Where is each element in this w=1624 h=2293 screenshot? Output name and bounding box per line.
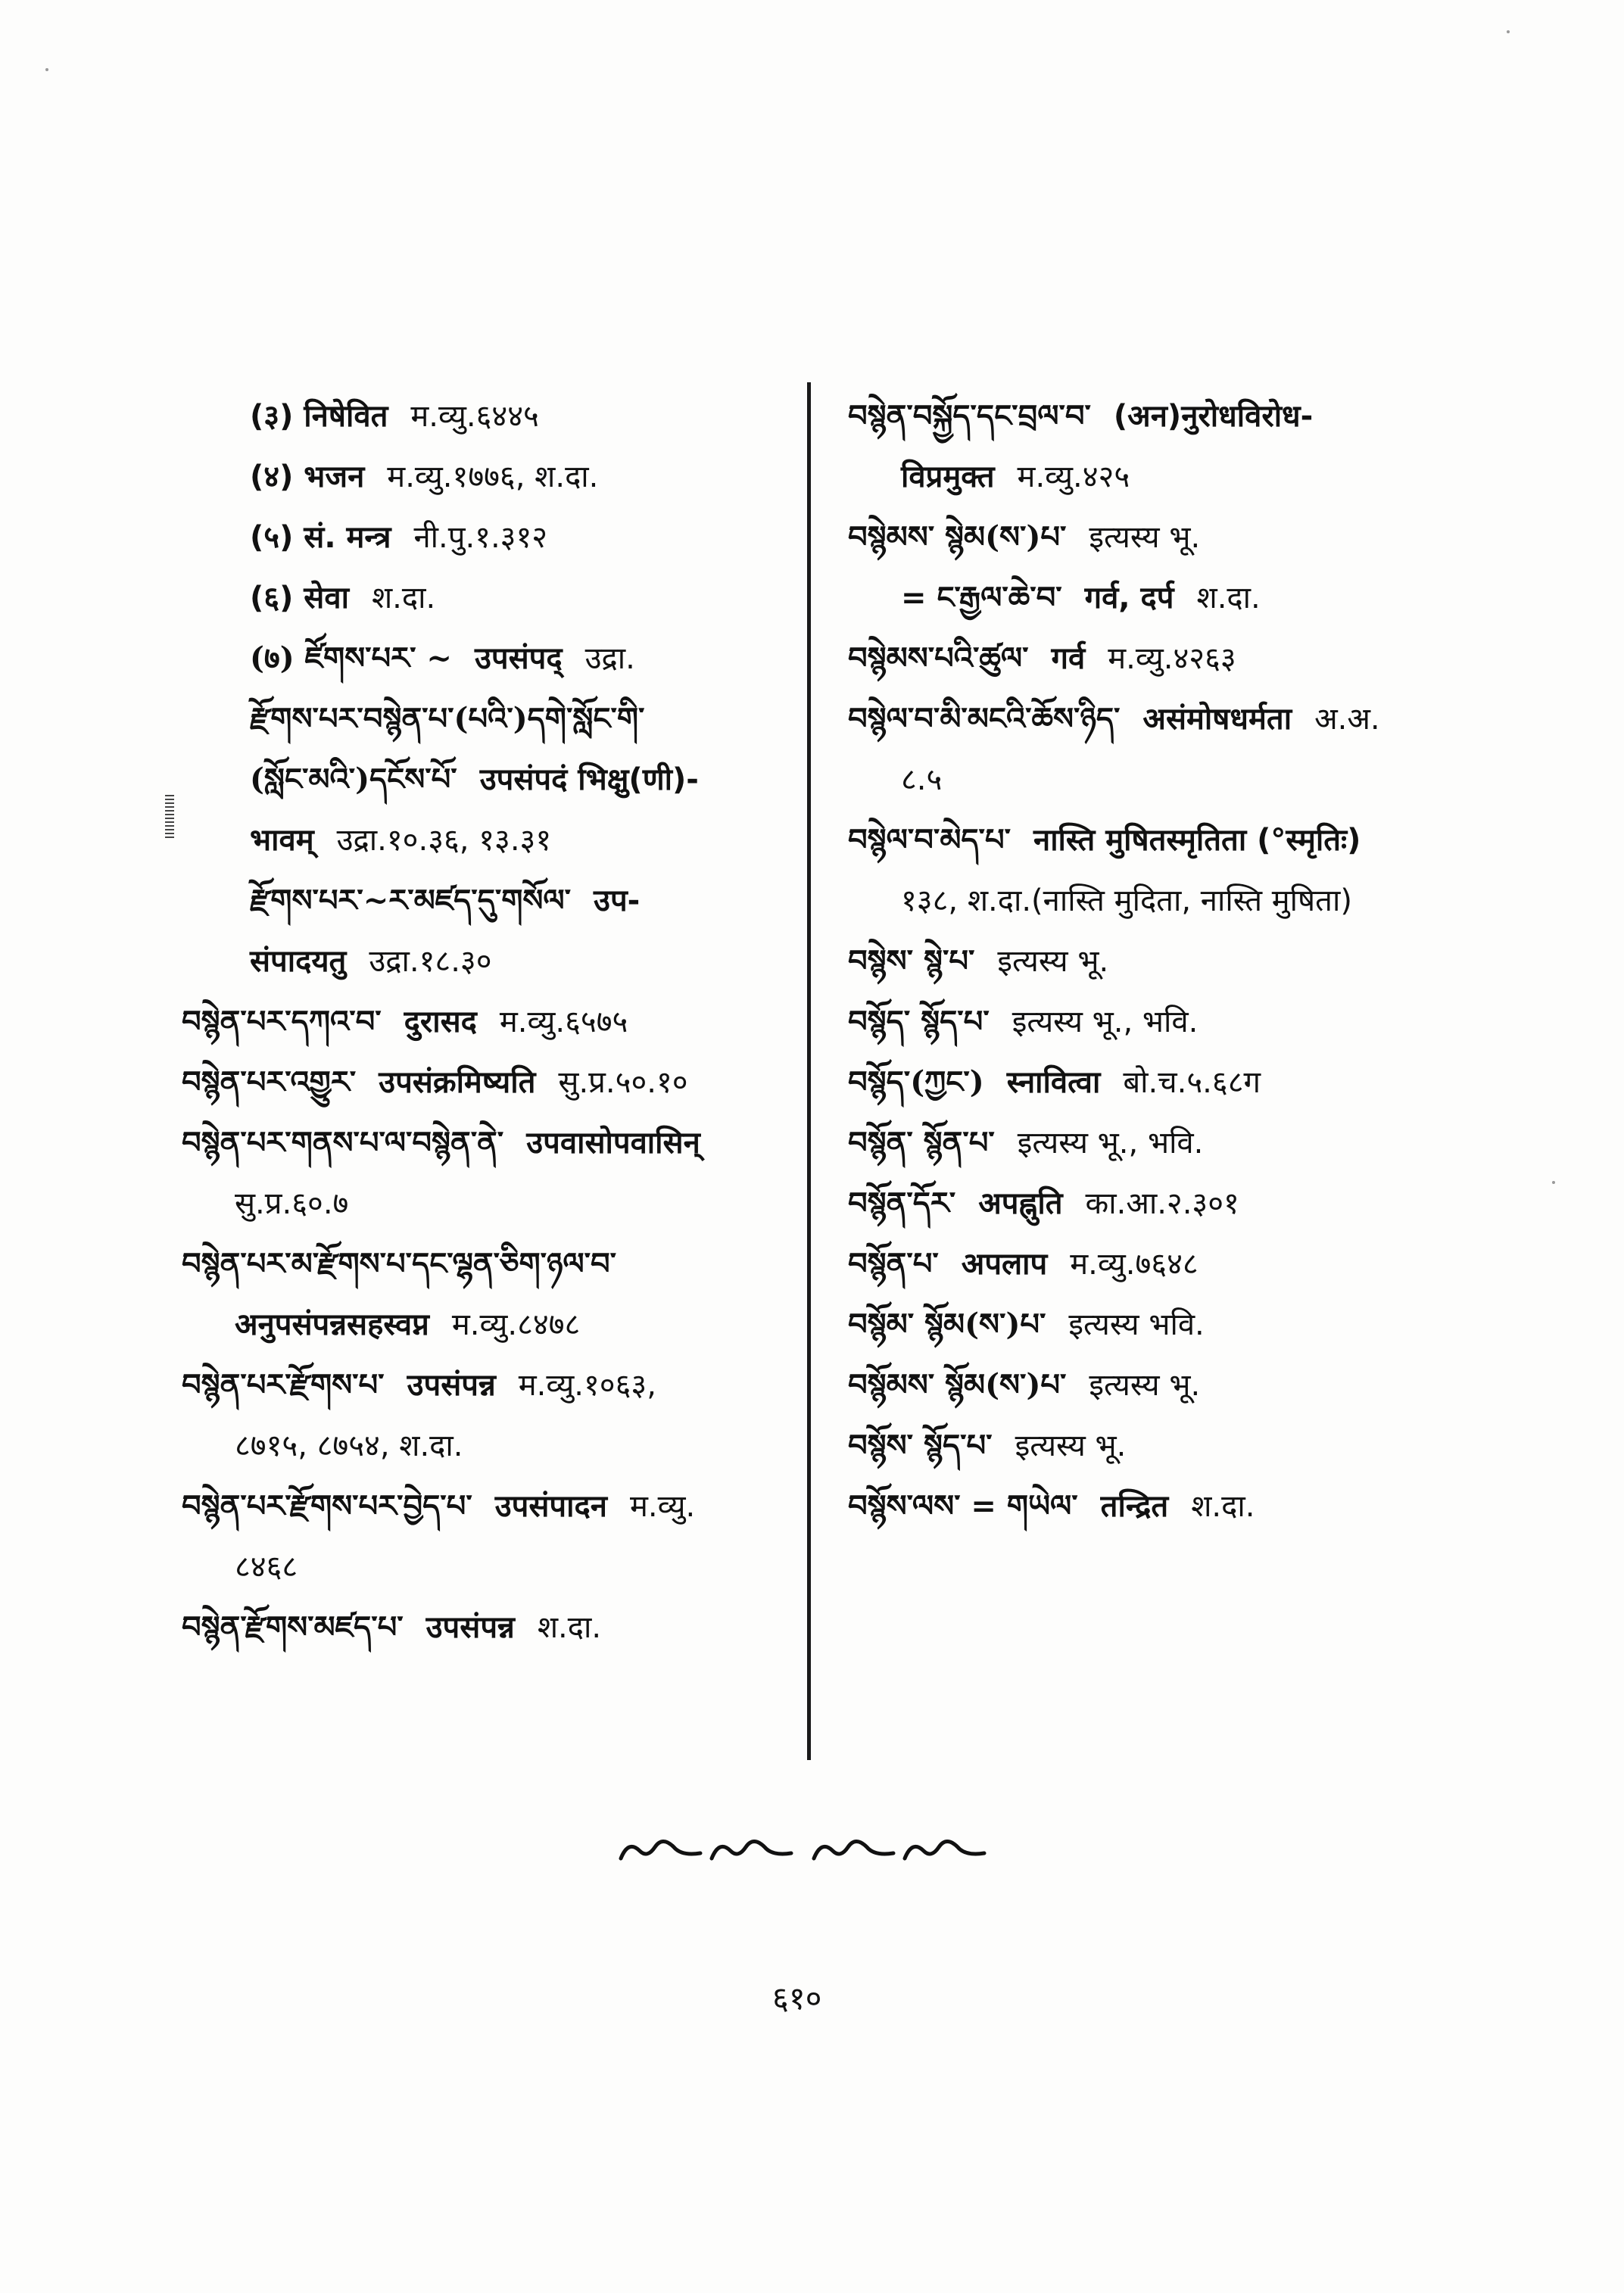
dictionary-entry-line [848,1416,1469,1476]
source-reference: अ.अ. [1314,702,1380,737]
source-reference: श.दा. [1196,581,1261,615]
dictionary-entry-line [848,992,1469,1052]
source-reference: इत्यस्य भू., भवि. [1011,1005,1199,1039]
sanskrit-equivalent: अपह्नुति [978,1186,1063,1221]
dictionary-entry-line [182,749,787,810]
page-number: ६१० [772,1980,822,2017]
tibetan-headword: བསྙོན་དོར་ [848,1185,956,1221]
scan-speck [1552,1181,1555,1184]
source-reference: म.व्यु.७६४८ [1070,1247,1199,1282]
source-reference: सु.प्र.६०.७ [235,1186,349,1221]
source-reference: ८.५ [901,762,943,797]
scan-speck [1507,30,1510,33]
sanskrit-equivalent: अनुपसंपन्नसहस्वप्न [235,1307,429,1342]
sanskrit-equivalent: उपसंक्रमिष्यति [379,1065,536,1100]
source-reference: म.व्यु.६५७५ [499,1005,628,1039]
source-reference: म.व्यु. [629,1489,696,1524]
sanskrit-equivalent: उप- [594,883,641,918]
tibetan-headword: བསྙེན་པར་འགྱུར་ [182,1064,357,1100]
tibetan-headword: བསྙོན་པ་ [848,1246,939,1282]
tibetan-headword: བསྙོན་ སྙོན་པ་ [848,1125,995,1161]
source-reference: का.आ.२.३०१ [1085,1186,1239,1221]
tibetan-headword: (७) ཛོགས་པར་ ~ [250,640,452,676]
dictionary-entry-line [848,1113,1469,1173]
tibetan-headword: བསྙེན་རྫོགས་མཛད་པ་ [182,1609,404,1645]
dictionary-entry-line [182,810,787,871]
tibetan-headword: བསྙོམ་ སྙོམ(ས་)པ་ [848,1307,1046,1342]
dictionary-entry-line [182,992,787,1052]
scan-speck [45,68,48,71]
source-reference: सु.प्र.५०.१० [558,1065,688,1100]
tibetan-headword: བསྙེམས་པའི་ཚུལ་ [848,640,1029,676]
source-reference: उद्रा.१८.३० [369,944,492,979]
tibetan-headword: བསྙེན་པར་རྫོགས་པར་བྱེད་པ་ [182,1488,472,1524]
sanskrit-equivalent: (३) निषेवित [250,399,388,434]
dictionary-entry-line [182,628,787,689]
dictionary-entry-line [182,1537,787,1597]
source-reference: उद्रा. [584,641,635,676]
source-reference: इत्यस्य भू., भवि. [1017,1126,1204,1161]
source-reference: १३८, श.दा.(नास्ति मुदिता, नास्ति मुषिता) [901,883,1352,918]
source-reference: म.व्यु.६४४५ [410,399,539,434]
dictionary-entry-line [848,568,1469,628]
tibetan-headword: བསྙོས་ སྙོད་པ་ [848,1428,993,1463]
sanskrit-equivalent: उपवासोपवासिन् [526,1126,700,1161]
sanskrit-equivalent: (अन)नुरोधविरोध- [1113,399,1314,434]
sanskrit-equivalent: गर्व [1051,641,1086,676]
dictionary-entry-line [848,810,1469,871]
sanskrit-equivalent: स्नावित्वा [1006,1065,1101,1100]
source-reference: ८४६८ [235,1550,298,1584]
tibetan-headword: བསྙེན་པར་གནས་པ་ལ་བསྙེན་ནེ་ [182,1125,504,1161]
dictionary-entry-line [182,1173,787,1234]
tibetan-headword: རྫོགས་པར་~ར་མཛད་དུ་གསོལ་ [250,883,572,918]
source-reference: म.व्यु.१०६३, [518,1368,656,1403]
sanskrit-equivalent: भावम् [250,823,314,858]
tibetan-headword: བསྙེན་བསྐྱོད་དང་བྲལ་བ་ [848,398,1091,434]
dictionary-entry-line [182,1416,787,1476]
sanskrit-equivalent: तन्द्रित [1100,1489,1169,1524]
dictionary-entry-line [848,1173,1469,1234]
tibetan-headword: བསྙེན་པར་དཀའ་བ་ [182,1004,382,1039]
sanskrit-equivalent: उपसंपदं भिक्षु(णी)- [479,762,699,797]
dictionary-entry-line [848,1294,1469,1355]
dictionary-entry-line [182,1113,787,1173]
sanskrit-equivalent: उपसंपादन [494,1489,607,1524]
dictionary-entry-line [182,689,787,749]
source-reference: म.व्यु.८४७८ [451,1307,581,1342]
dictionary-entry-line [182,1597,787,1658]
dictionary-entry-line [848,1052,1469,1113]
left-column [182,386,787,1658]
tibetan-headword: བསྙོད་ སྙོད་པ་ [848,1004,990,1039]
sanskrit-equivalent: (६) सेवा [250,581,349,615]
column-divider [807,382,811,1760]
dictionary-entry-line [848,749,1469,810]
sanskrit-equivalent: गर्व, दर्प [1084,581,1174,615]
tibetan-headword: བསྙེས་ སྙེ་པ་ [848,943,975,979]
tibetan-headword: བསྙེལ་བ་མི་མངའི་ཆོས་ཉིད་ [848,701,1121,737]
source-reference: इत्यस्य भवि. [1068,1307,1205,1342]
source-reference: ८७१५, ८७५४, श.दा. [235,1428,463,1463]
source-reference: म.व्यु.१७७६, श.दा. [387,460,599,494]
sanskrit-equivalent: अपलाप [961,1247,1048,1282]
source-reference: श.दा. [537,1610,602,1645]
tibetan-headword: བསྙེམས་ སྙེམ(ས་)པ་ [848,519,1067,555]
dictionary-entry-line [848,1355,1469,1416]
dictionary-entry-line [848,628,1469,689]
dictionary-entry-line [848,447,1469,507]
sanskrit-equivalent: (४) भजन [250,460,365,494]
dictionary-entry-line [182,1052,787,1113]
sanskrit-equivalent: उपसंपद् [474,641,563,676]
source-reference: म.व्यु.४२६३ [1108,641,1236,676]
dictionary-entry-line [182,386,787,447]
tibetan-headword: བསྙེལ་བ་མེད་པ་ [848,822,1011,858]
dictionary-entry-line [182,1294,787,1355]
margin-mark [165,795,174,840]
source-reference: इत्यस्य भू. [1089,1368,1201,1403]
sanskrit-equivalent: संपादयतु [250,944,347,979]
tibetan-headword: བསྙོམས་ སྙོམ(ས་)པ་ [848,1367,1067,1403]
dictionary-entry-line [848,1234,1469,1294]
tibetan-headword: = ང་རྒྱལ་ཆེ་བ་ [901,580,1062,615]
dictionary-entry-line [848,931,1469,992]
tibetan-headword: བསྙོད་(ཀྱང་) [848,1064,984,1100]
sanskrit-equivalent: नास्ति मुषितस्मृतिता (°स्मृतिः) [1033,823,1361,858]
right-column [848,386,1469,1537]
source-reference: बो.च.५.६८ग [1123,1065,1261,1100]
source-reference: श.दा. [1191,1489,1255,1524]
dictionary-entry-line [182,1234,787,1294]
source-reference: उद्रा.१०.३६, १३.३१ [336,823,552,858]
dictionary-entry-line [848,507,1469,568]
dictionary-entry-line [182,871,787,931]
sanskrit-equivalent: (५) सं. मन्त्र [250,520,391,555]
dictionary-entry-line [848,386,1469,447]
source-reference: इत्यस्य भू. [997,944,1109,979]
source-reference: इत्यस्य भू. [1015,1428,1127,1463]
source-reference: नी.पु.१.३१२ [413,520,548,555]
sanskrit-equivalent: उपसंपन्न [425,1610,515,1645]
source-reference: इत्यस्य भू. [1089,520,1201,555]
source-reference: श.दा. [371,581,436,615]
dictionary-entry-line [848,1476,1469,1537]
dictionary-entry-line [848,871,1469,931]
tibetan-headword: བསྙེན་པར་མ་རྫོགས་པ་དང་ལྷན་ཅིག་ཉལ་བ་ [182,1246,617,1282]
sanskrit-equivalent: उपसंपन्न [407,1368,496,1403]
sanskrit-equivalent: विप्रमुक्त [901,460,995,494]
dictionary-entry-line [182,931,787,992]
tibetan-headword: (སློང་མའི་)དངོས་པོ་ [250,762,457,797]
dictionary-entry-line [848,689,1469,749]
tibetan-headword: རྫོགས་པར་བསྙེན་པ་(པའི་)དགེ་སློང་གི་ [250,701,645,737]
end-ornament [613,1828,992,1874]
dictionary-entry-line [182,568,787,628]
dictionary-entry-line [182,447,787,507]
dictionary-entry-line [182,507,787,568]
sanskrit-equivalent: दुरासद [404,1005,477,1039]
sanskrit-equivalent: असंमोषधर्मता [1142,702,1292,737]
source-reference: म.व्यु.४२५ [1017,460,1130,494]
tibetan-headword: བསྙེན་པར་རྫོགས་པ་ [182,1367,385,1403]
dictionary-entry-line [182,1476,787,1537]
dictionary-entry-line [182,1355,787,1416]
tibetan-headword: བསྙོས་ལས་ = གཡེལ་ [848,1488,1078,1524]
